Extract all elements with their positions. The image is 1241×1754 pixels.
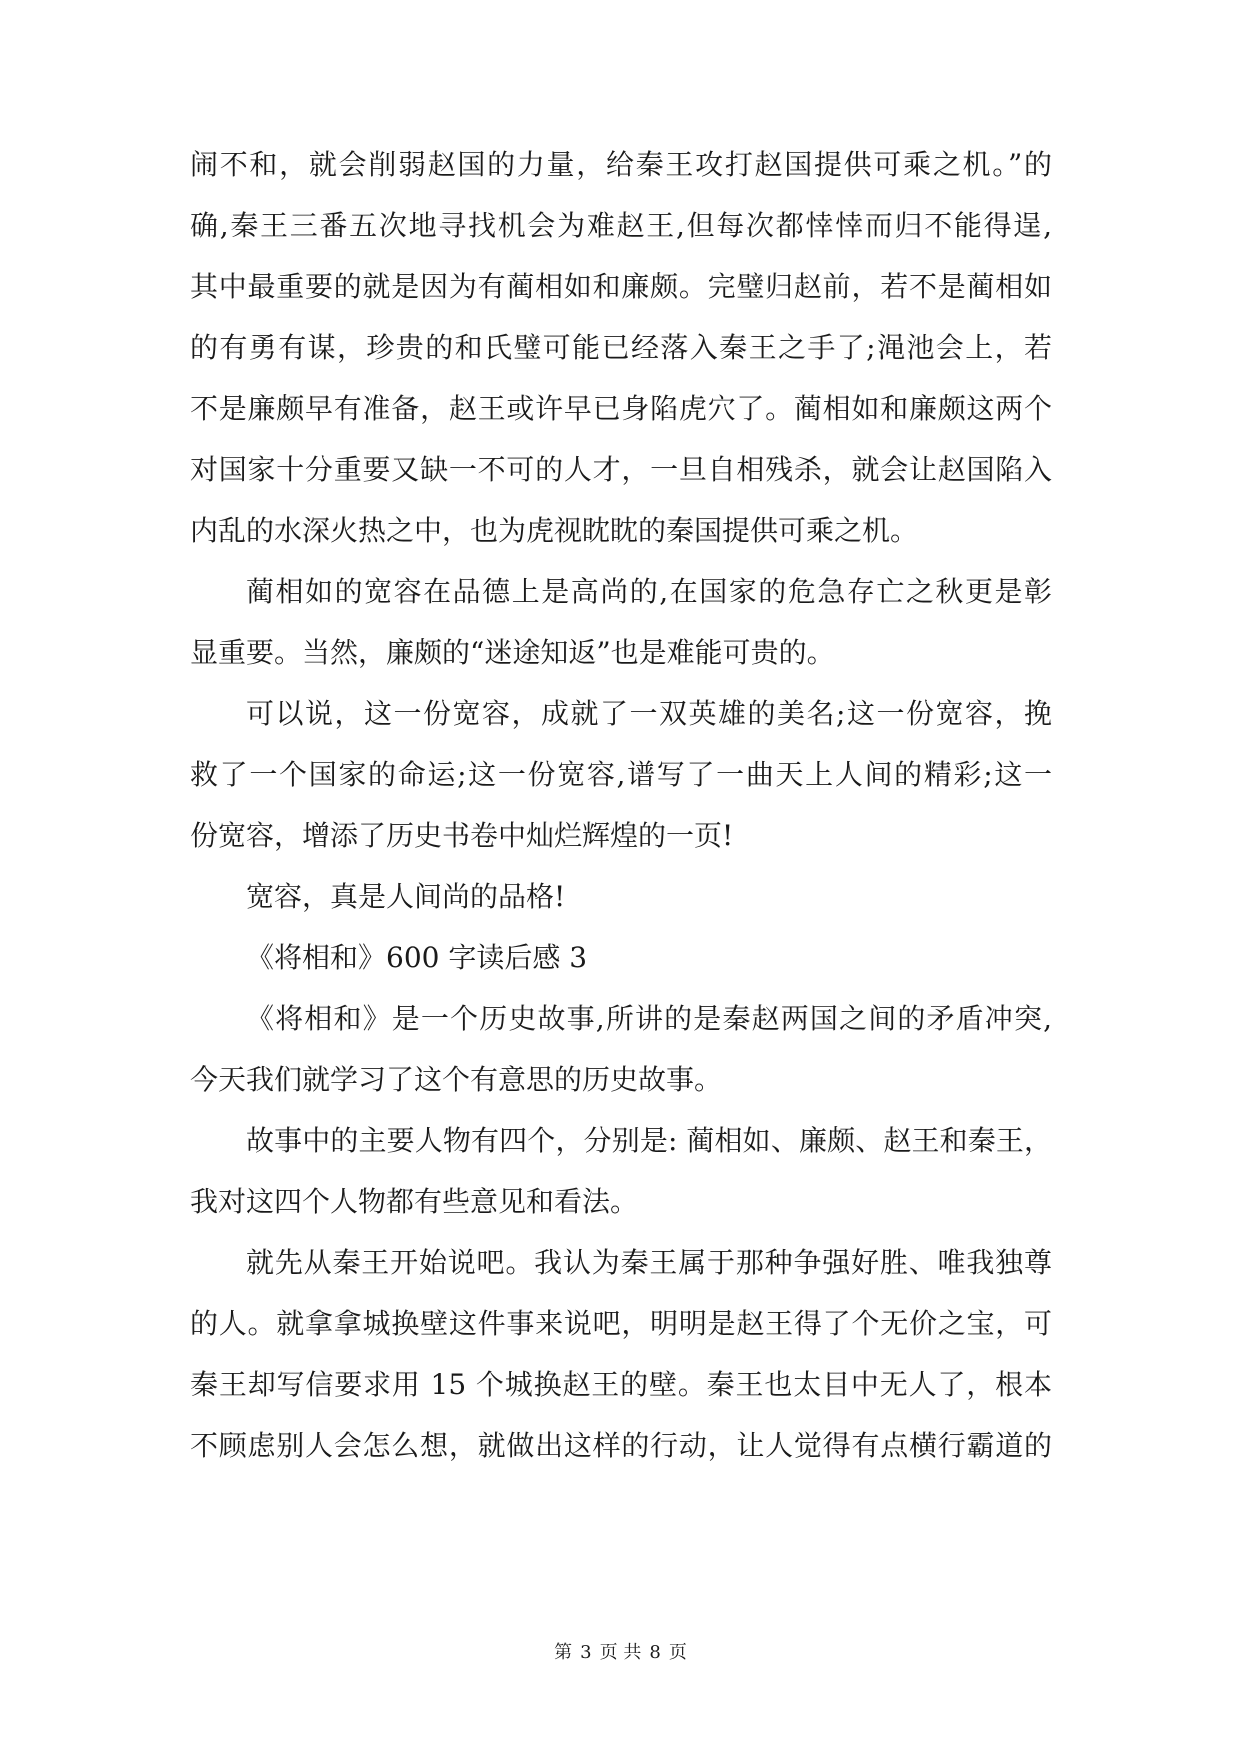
- text-line: 对国家十分重要又缺一不可的人才，一旦自相残杀，就会让赵国陷入: [190, 453, 1052, 486]
- text-line: 可以说，这一份宽容，成就了一双英雄的美名;这一份宽容，挽: [246, 697, 1052, 730]
- text-line: 份宽容，增添了历史书卷中灿烂辉煌的一页!: [190, 819, 734, 852]
- text-line: 救了一个国家的命运;这一份宽容,谱写了一曲天上人间的精彩;这一: [190, 758, 1052, 791]
- footer-suffix: 页: [668, 1642, 687, 1663]
- text-line: 的人。就拿拿城换壁这件事来说吧，明明是赵王得了个无价之宝，可: [190, 1307, 1052, 1340]
- text-line: 就先从秦王开始说吧。我认为秦王属于那种争强好胜、唯我独尊: [246, 1246, 1052, 1279]
- text-line: 内乱的水深火热之中，也为虎视眈眈的秦国提供可乘之机。: [190, 514, 919, 547]
- footer-page-number: 3: [580, 1642, 592, 1663]
- page-footer: [0, 1640, 1241, 1666]
- text-line: 《将相和》是一个历史故事,所讲的是秦赵两国之间的矛盾冲突,: [246, 1002, 1052, 1035]
- text-line: 其中最重要的就是因为有蔺相如和廉颇。完璧归赵前，若不是蔺相如: [190, 270, 1052, 303]
- text-line: 今天我们就学习了这个有意思的历史故事。: [190, 1063, 723, 1096]
- text-line: 不顾虑别人会怎么想，就做出这样的行动，让人觉得有点横行霸道的: [190, 1429, 1052, 1462]
- text-line: 故事中的主要人物有四个，分别是: 蔺相如、廉颇、赵王和秦王，: [246, 1124, 1052, 1157]
- text-line: 闹不和，就会削弱赵国的力量，给秦王攻打赵国提供可乘之机。”的: [190, 148, 1052, 181]
- text-line: 不是廉颇早有准备，赵王或许早已身陷虎穴了。蔺相如和廉颇这两个: [190, 392, 1052, 425]
- text-line: 我对这四个人物都有些意见和看法。: [190, 1185, 639, 1218]
- text-line: 确,秦王三番五次地寻找机会为难赵王,但每次都悻悻而归不能得逞,: [190, 209, 1052, 242]
- footer-prefix: 第: [554, 1642, 573, 1663]
- section-heading: 《将相和》600 字读后感 3: [246, 941, 588, 974]
- text-line: 显重要。当然，廉颇的“迷途知返”也是难能可贵的。: [190, 636, 835, 669]
- text-line: 蔺相如的宽容在品德上是高尚的,在国家的危急存亡之秋更是彰: [246, 575, 1052, 608]
- text-line: 的有勇有谋，珍贵的和氏璧可能已经落入秦王之手了;渑池会上，若: [190, 331, 1052, 364]
- footer-middle: 页 共: [599, 1642, 642, 1663]
- text-line: 秦王却写信要求用 15 个城换赵王的壁。秦王也太目中无人了，根本: [190, 1368, 1052, 1401]
- text-line: 宽容，真是人间尚的品格!: [246, 880, 566, 913]
- footer-total-pages: 8: [649, 1642, 661, 1663]
